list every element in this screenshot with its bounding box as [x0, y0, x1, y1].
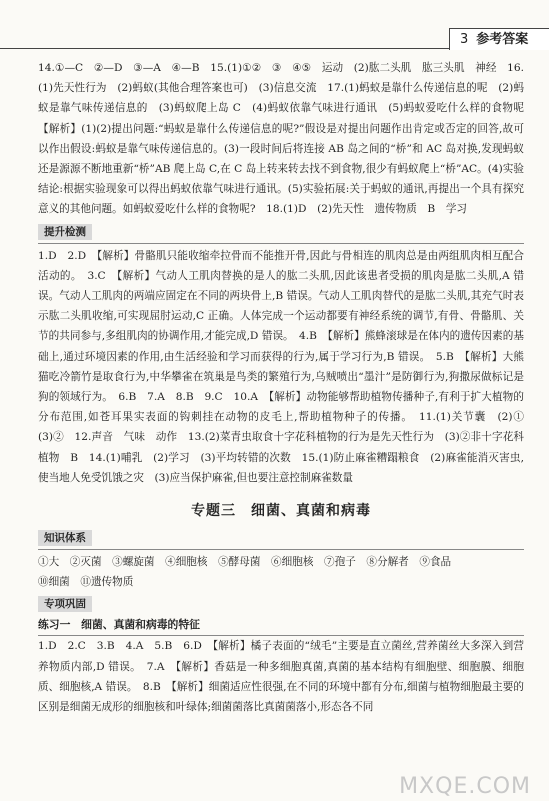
header-tab	[449, 28, 549, 50]
header-title: 参考答案	[476, 32, 529, 47]
practice-title: 练习一 细菌、真菌和病毒的特征	[38, 615, 524, 636]
improve-paragraph: 1.D 2.D 【解析】骨骼肌只能收缩牵拉骨而不能推开骨,因此与骨相连的肌肉总是由两组肌肉相互配合活动的。 3.C 【解析】气动人工肌肉替换的是人的肱二头肌,因此该患者受损的肌肉是肱二头肌,A 错误。气动人工肌肉的两端应固定在不同的两块骨上,B 错误。气动人工肌肉替代的是肱二头肌,其充气时表示肱二头肌收缩,可实现屈肘运动,C 正确。人体完成一个运动都要有神经系统的调节,有骨、骨骼肌、关节的共同参与,多组肌肉的协调作用,才能完成,D 错误。 4.B 【解析】熊蜂滚球是在体内的遗传因素的基础上,通过环境因素的作用,由生活经验和学习而获得的行为,属于学习行为,B 错误。 5.B 【解析】大熊猫吃冷箭竹是取食行为,中华攀雀在筑巢是鸟类的繁殖行为,乌贼喷出“墨汁”是防御行为,狗撒尿做标记是狗的领域行为。 6.B 7.A 8.B 9.C 10.A 【解析】动物能够帮助植物传播种子,有利于扩大植物的分布范围,如苍耳果实表面的钩刺挂在动物的皮毛上,帮助植物种子的传播。 11.(1)关节囊 (2)① (3)② 12.声音 气味 动作 13.(2)菜青虫取食十字花科植物的行为是先天性行为 (3)②非十字花科植物 B 14.(1)哺乳 (2)学习 (3)平均转错的次数 15.(1)防止麻雀糟蹋粮食 (2)麻雀能消灭害虫,使当地人免受饥饿之灾 (3)应当保护麻雀,但也要注意控制麻雀数量	[38, 249, 535, 484]
section-label-knowledge: 知识体系	[38, 530, 92, 546]
section-divider	[38, 549, 524, 550]
practice-paragraph: 1.D 2.C 3.B 4.A 5.B 6.D 【解析】橘子表面的“绒毛”主要是直立菌丝,营养菌丝大多深入到营养物质内部,D 错误。 7.A 【解析】香菇是一种多细胞真菌,真菌的基本结构有细胞壁、细胞膜、细胞质、细胞核,A 错误。 8.B 【解析】细菌适应性很强,在不同的环境中都有分布,细菌与植物细胞最主要的区别是细菌无成形的细胞核和叶绿体;细菌菌落比真菌菌落小,形态各不同	[38, 640, 524, 714]
section-title: 专题三 细菌、真菌和病毒	[191, 503, 371, 520]
knowledge-line-2: ⑩细菌 ⑪遗传物质	[38, 576, 134, 589]
section-label-improve: 提升检测	[38, 224, 92, 240]
answers-top-paragraph: 14.①—C ②—D ③—A ④—B 15.(1)①② ③ ④⑤ 运动 (2)肱二头肌 肱三头肌 神经 16.(1)先天性行为 (2)蚂蚁(其他合理答案也可) (3)信息交流 17.(1)蚂蚁是靠什么传递信息的呢 (2)蚂蚁是靠气味传递信息的 (3)蚂蚁爬上岛 C (4)蚂蚁依靠气味进行通讯 (5)蚂蚁爱吃什么样的食物呢 【解析】(1)(2)提出问题:“蚂蚁是靠什么传递信息的呢?”假设是对提出问题作出肯定或否定的回答,故可以作出假设:蚂蚁是靠气味传递信息的。(3)一段时间后将连接 AB 岛之间的“桥”和 AC 岛对换,发现蚂蚁还是源源不断地重新“桥”AB 爬上岛 C,在 C 岛上转来转去找不到食物,很少有蚂蚁爬上“桥”AC。(4)实验结论:根据实验现象可以得出蚂蚁依靠气味进行通讯。(5)实验拓展:关于蚂蚁的通讯,再提出一个具有探究意义的其他问题。如蚂蚁爱吃什么样的食物呢? 18.(1)D (2)先天性 遗传物质 B 学习	[38, 62, 535, 216]
knowledge-line-1: ①大 ②灭菌 ③螺旋菌 ④细胞核 ⑤酵母菌 ⑥细胞核 ⑦孢子 ⑧分解者 ⑨食品	[38, 556, 452, 569]
section-divider	[38, 243, 524, 244]
section-label-consolidate: 专项巩固	[38, 596, 92, 612]
watermark: MXQE.COM	[399, 774, 531, 799]
page-content	[38, 58, 535, 717]
page-number: 3	[460, 32, 469, 47]
